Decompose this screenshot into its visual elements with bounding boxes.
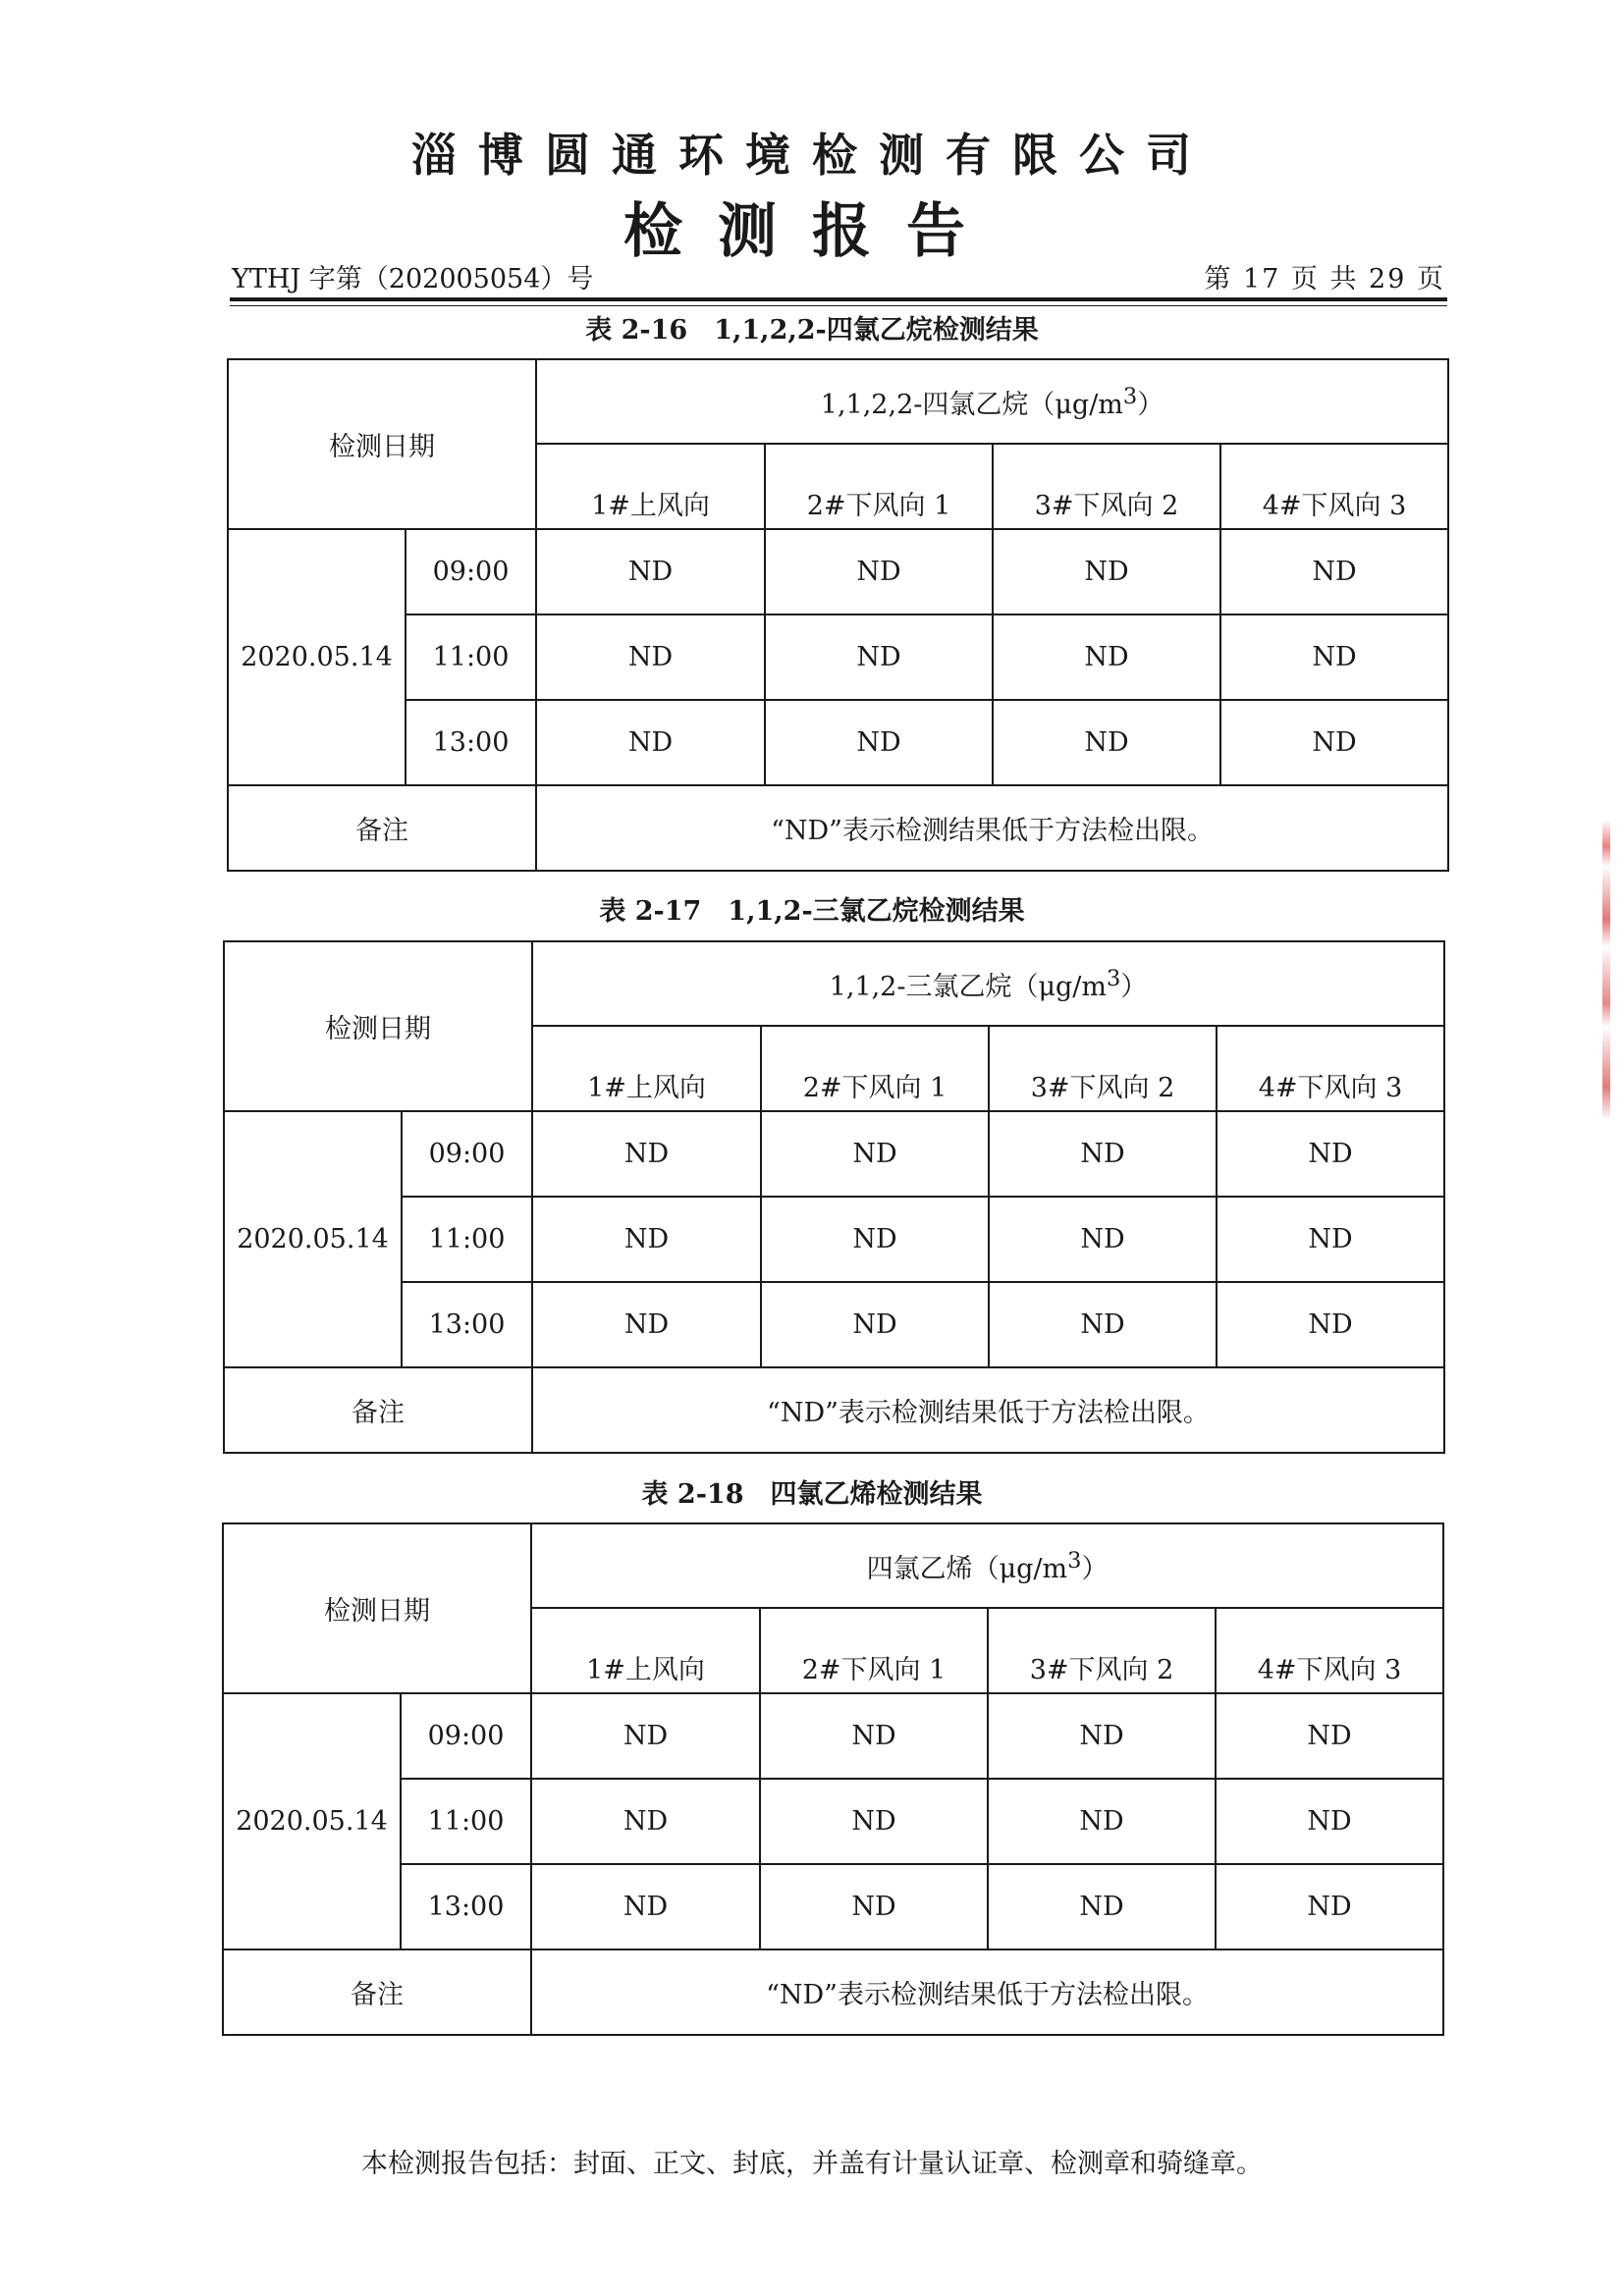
parameter-header: 1,1,2,2-四氯乙烷$(\mu g/m^3)$ (536, 359, 1448, 444)
table-row (223, 1779, 1443, 1864)
table-row (228, 529, 1448, 614)
result-cell: ND (1217, 1197, 1444, 1282)
sample-time: 11:00 (401, 1779, 531, 1864)
report-title: 检测报告 (623, 197, 1001, 266)
result-cell: ND (761, 1111, 989, 1197)
site-header: 3#下风向 2 (993, 444, 1220, 529)
table-row (224, 1282, 1444, 1367)
sample-date: 2020.05.14 (228, 529, 406, 785)
sample-time: 13:00 (402, 1282, 532, 1367)
site-header: 1#上风向 (536, 444, 765, 529)
result-cell: ND (531, 1864, 760, 1949)
table-row (223, 1693, 1443, 1779)
result-cell: ND (989, 1282, 1217, 1367)
site-header: 1#上风向 (532, 1026, 761, 1111)
result-cell: ND (536, 529, 765, 614)
table-row (224, 1111, 1444, 1197)
sample-time: 09:00 (402, 1111, 532, 1197)
table-row (223, 1864, 1443, 1949)
table-row (228, 614, 1448, 700)
table-row (224, 1197, 1444, 1282)
result-cell: ND (988, 1864, 1216, 1949)
site-header: 4#下风向 3 (1220, 444, 1448, 529)
site-header: 3#下风向 2 (988, 1608, 1216, 1693)
table-caption: 表 2-18 四氯乙烯检测结果 (641, 1479, 983, 1510)
remark-row (223, 1949, 1443, 2035)
result-cell: ND (989, 1197, 1217, 1282)
result-cell: ND (532, 1282, 761, 1367)
table-caption: 表 2-17 1,1,2-三氯乙烷检测结果 (599, 896, 1025, 927)
site-header: 2#下风向 1 (760, 1608, 988, 1693)
result-cell: ND (760, 1864, 988, 1949)
result-cell: ND (532, 1111, 761, 1197)
sample-time: 11:00 (406, 614, 536, 700)
header-rule-thin (230, 305, 1447, 306)
parameter-header: 1,1,2-三氯乙烷$(\mu g/m^3)$ (532, 941, 1444, 1026)
sample-time: 13:00 (401, 1864, 531, 1949)
result-cell: ND (1220, 614, 1448, 700)
result-cell: ND (765, 614, 993, 700)
results-table (227, 358, 1449, 872)
result-cell: ND (1216, 1779, 1443, 1864)
parameter-header: 四氯乙烯$(\mu g/m^3)$ (531, 1523, 1443, 1608)
site-header: 4#下风向 3 (1217, 1026, 1444, 1111)
sample-time: 09:00 (401, 1693, 531, 1779)
report-reference-number: YTHJ 字第（202005054）号 (232, 264, 594, 294)
site-header: 4#下风向 3 (1216, 1608, 1443, 1693)
seam-stamp-fragment (1602, 820, 1610, 1153)
remark-text: “ND”表示检测结果低于方法检出限。 (532, 1367, 1444, 1453)
result-cell: ND (532, 1197, 761, 1282)
result-cell: ND (761, 1197, 989, 1282)
site-header: 2#下风向 1 (761, 1026, 989, 1111)
result-cell: ND (531, 1779, 760, 1864)
page-number: 第 17 页 共 29 页 (1204, 264, 1445, 294)
result-cell: ND (993, 529, 1220, 614)
remark-text: “ND”表示检测结果低于方法检出限。 (536, 785, 1448, 871)
result-cell: ND (531, 1693, 760, 1779)
result-cell: ND (993, 614, 1220, 700)
remark-text: “ND”表示检测结果低于方法检出限。 (531, 1949, 1443, 2035)
result-cell: ND (988, 1779, 1216, 1864)
date-column-header: 检测日期 (224, 941, 532, 1111)
footer-note: 本检测报告包括：封面、正文、封底，并盖有计量认证章、检测章和骑缝章。 (361, 2149, 1263, 2179)
result-cell: ND (761, 1282, 989, 1367)
remark-label: 备注 (224, 1367, 532, 1453)
site-header: 1#上风向 (531, 1608, 760, 1693)
result-cell: ND (760, 1693, 988, 1779)
date-column-header: 检测日期 (223, 1523, 531, 1693)
result-cell: ND (1220, 700, 1448, 785)
site-header: 3#下风向 2 (989, 1026, 1217, 1111)
result-cell: ND (1220, 529, 1448, 614)
table-row (228, 700, 1448, 785)
result-cell: ND (993, 700, 1220, 785)
result-cell: ND (988, 1693, 1216, 1779)
result-cell: ND (989, 1111, 1217, 1197)
results-table (222, 1522, 1444, 2036)
sample-date: 2020.05.14 (223, 1693, 401, 1949)
result-cell: ND (1217, 1111, 1444, 1197)
remark-row (228, 785, 1448, 871)
header-rule-thick (230, 297, 1447, 301)
sample-date: 2020.05.14 (224, 1111, 402, 1367)
result-cell: ND (536, 614, 765, 700)
result-cell: ND (1216, 1864, 1443, 1949)
result-cell: ND (765, 700, 993, 785)
result-cell: ND (1216, 1693, 1443, 1779)
remark-label: 备注 (223, 1949, 531, 2035)
remark-row (224, 1367, 1444, 1453)
company-name: 淄博圆通环境检测有限公司 (411, 129, 1213, 182)
sample-time: 09:00 (406, 529, 536, 614)
result-cell: ND (765, 529, 993, 614)
date-column-header: 检测日期 (228, 359, 536, 529)
results-table (223, 940, 1445, 1454)
sample-time: 13:00 (406, 700, 536, 785)
table-caption: 表 2-16 1,1,2,2-四氯乙烷检测结果 (585, 315, 1039, 346)
site-header: 2#下风向 1 (765, 444, 993, 529)
result-cell: ND (536, 700, 765, 785)
result-cell: ND (760, 1779, 988, 1864)
sample-time: 11:00 (402, 1197, 532, 1282)
result-cell: ND (1217, 1282, 1444, 1367)
remark-label: 备注 (228, 785, 536, 871)
